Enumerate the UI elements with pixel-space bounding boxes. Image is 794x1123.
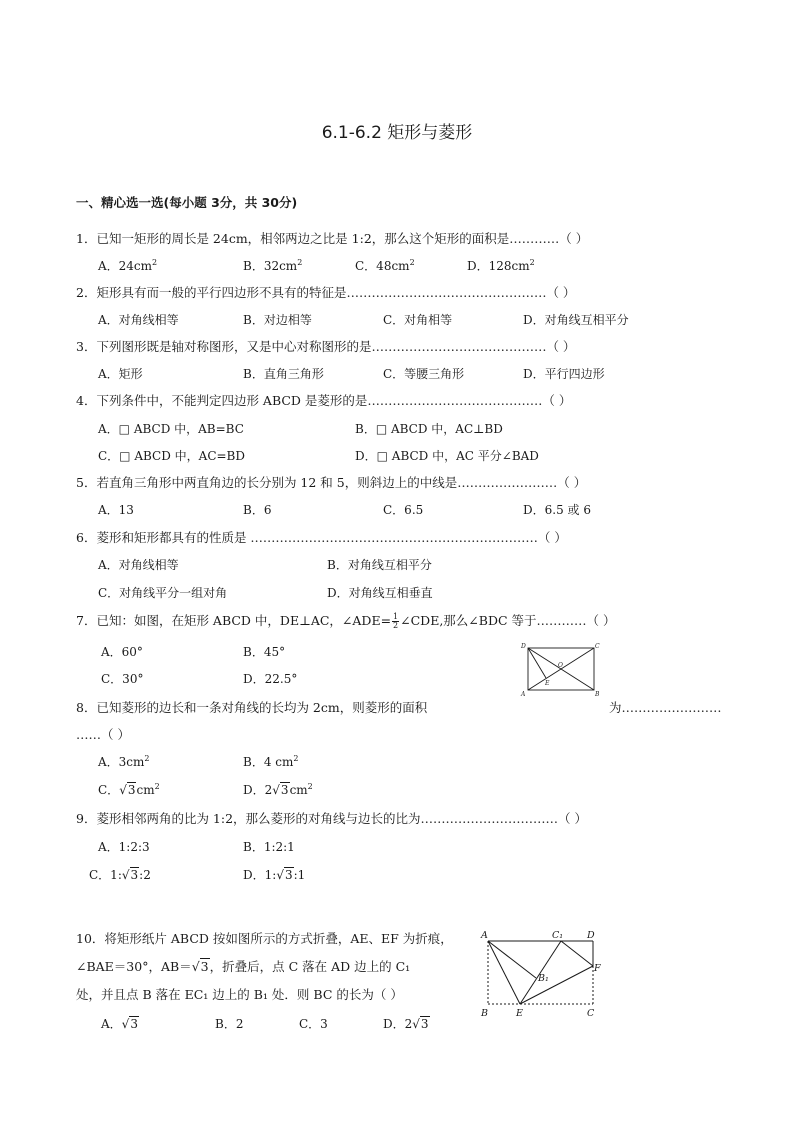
q10-option-c[interactable]: C．3 (299, 1017, 328, 1031)
radicand: 3 (130, 868, 139, 882)
sqrt-symbol: √3 (276, 868, 293, 882)
label-f: F (594, 963, 601, 974)
label-e: E (516, 1008, 523, 1018)
q9-option-c-suffix: :2 (139, 868, 151, 882)
q1-option-c[interactable] (355, 257, 415, 274)
sqrt-symbol: √3 (191, 959, 209, 974)
q6-option-d[interactable]: D．对角线互相垂直 (327, 586, 433, 600)
sqrt-symbol: √3 (121, 1017, 138, 1031)
q1-option-b[interactable] (243, 257, 302, 274)
rectangle-figure-q7 (518, 640, 604, 700)
q1-option-c-text: C．48cm (355, 259, 410, 273)
sqrt-symbol: √3 (119, 783, 136, 797)
q2-option-c[interactable]: C．对角相等 (383, 313, 453, 327)
sqrt-symbol: √3 (121, 868, 139, 882)
q8-option-d-prefix: D．2 (243, 783, 273, 797)
q10-option-d[interactable] (383, 1015, 430, 1032)
q8-option-c[interactable] (98, 781, 160, 798)
label-d: D (587, 930, 595, 941)
q10-line2-suffix: ，折叠后，点 C 落在 AD 边上的 C₁ (209, 959, 411, 974)
superscript: 2 (152, 258, 158, 267)
question-4-stem: 4．下列条件中，不能判定四边形 ABCD 是菱形的是……………………………………（ ） (76, 393, 572, 408)
radicand: 3 (130, 1017, 138, 1031)
q6-option-c[interactable]: C．对角线平分一组对角 (98, 586, 228, 600)
question-6-stem: 6．菱形和矩形都具有的性质是 ……………………………………………………………（ ） (76, 530, 567, 545)
q9-option-a[interactable]: A．1:2:3 (98, 840, 150, 854)
q8-option-c-prefix: C． (98, 783, 120, 797)
question-1-stem: 1．已知一矩形的周长是 24cm，相邻两边之比是 1:2，那么这个矩形的面积是…………（ ） (76, 231, 589, 246)
q2-option-b[interactable]: B．对边相等 (243, 313, 312, 327)
superscript: 2 (154, 782, 160, 791)
label-c: C (595, 643, 600, 650)
q5-option-c[interactable]: C．6.5 (383, 503, 424, 517)
label-b: B (481, 1008, 488, 1018)
crease-ae (488, 941, 520, 1004)
q10-option-b[interactable]: B．2 (215, 1017, 244, 1031)
q3-option-b[interactable]: B．直角三角形 (243, 367, 324, 381)
q5-option-b[interactable]: B．6 (243, 503, 272, 517)
q4-option-a[interactable]: A．□ ABCD 中，AB=BC (98, 422, 244, 436)
q9-option-c-prefix: C．1: (89, 868, 122, 882)
q10-line2-prefix: ∠BAE＝30°，AB＝ (76, 959, 192, 974)
q8-option-b-text: B．4 cm (243, 755, 294, 769)
label-c1: C₁ (552, 930, 564, 941)
label-a: A (521, 691, 526, 698)
sqrt-symbol: √3 (412, 1017, 429, 1031)
q3-option-d[interactable]: D．平行四边形 (523, 367, 605, 381)
question-8-stem-cont: 为…………………… (609, 700, 722, 715)
q8-option-c-unit: cm (136, 783, 155, 797)
q7-stem-post: ∠CDE,那么∠BDC 等于…………（ ） (400, 613, 616, 628)
fraction-denominator: 2 (393, 621, 399, 630)
question-10-line-1: 10．将矩形纸片 ABCD 按如图所示的方式折叠，AE、EF 为折痕， (76, 931, 453, 946)
question-8-stem: 8．已知菱形的边长和一条对角线的长均为 2cm，则菱形的面积 (76, 700, 428, 715)
q7-stem-pre: 7．已知：如图，在矩形 ABCD 中，DE⊥AC，∠ADE= (76, 613, 392, 628)
question-9-stem: 9．菱形相邻两角的比为 1:2，那么菱形的对角线与边长的比为……………………………（ ） (76, 811, 588, 826)
q1-option-d-text: D．128cm (467, 259, 530, 273)
q7-option-d[interactable]: D．22.5° (243, 672, 298, 686)
q8-option-b[interactable] (243, 753, 298, 770)
q7-option-c[interactable]: C．30° (101, 672, 144, 686)
q7-option-b[interactable]: B．45° (243, 645, 286, 659)
sqrt-symbol: √3 (272, 783, 289, 797)
question-8-stem-line2: ……（ ） (76, 727, 130, 742)
q9-option-d-prefix: D．1: (243, 868, 277, 882)
label-o: O (558, 662, 563, 669)
question-2-stem: 2．矩形具有而一般的平行四边形不具有的特征是…………………………………………（ ） (76, 285, 576, 300)
fraction-numerator: 1 (393, 612, 399, 621)
q5-option-d[interactable]: D．6.5 或 6 (523, 503, 591, 517)
q1-option-a-text: A．24cm (98, 259, 153, 273)
q2-option-d[interactable]: D．对角线互相平分 (523, 313, 629, 327)
crease-ef (520, 966, 593, 1004)
q9-option-b[interactable]: B．1:2:1 (243, 840, 295, 854)
q1-option-b-text: B．32cm (243, 259, 298, 273)
radicand: 3 (420, 1017, 429, 1031)
q10-option-a[interactable] (101, 1015, 139, 1032)
q9-option-c[interactable] (89, 866, 151, 883)
q8-option-a-text: A．3cm (98, 755, 145, 769)
question-10-line-2 (76, 957, 410, 975)
q8-option-a[interactable] (98, 753, 150, 770)
segment-ab1 (488, 941, 536, 978)
q10-option-a-prefix: A． (101, 1017, 122, 1031)
q1-option-a[interactable] (98, 257, 157, 274)
question-3-stem: 3．下列图形既是轴对称图形，又是中心对称图形的是……………………………………（ ） (76, 339, 576, 354)
q6-option-b[interactable]: B．对角线互相平分 (327, 558, 432, 572)
q3-option-c[interactable]: C．等腰三角形 (383, 367, 465, 381)
superscript: 2 (529, 258, 535, 267)
q9-option-d-suffix: :1 (293, 868, 306, 882)
section-heading: 一、精心选一选(每小题 3分，共 30分) (76, 195, 298, 210)
q3-option-a[interactable]: A．矩形 (98, 367, 143, 381)
q4-option-b[interactable]: B．□ ABCD 中，AC⊥BD (355, 422, 503, 436)
superscript: 2 (307, 782, 313, 791)
segment-de (528, 648, 546, 678)
q8-option-d[interactable] (243, 781, 313, 798)
question-7-stem (76, 611, 616, 630)
superscript: 2 (297, 258, 303, 267)
radicand: 3 (280, 783, 289, 797)
segment-c1f (561, 941, 593, 966)
question-5-stem: 5．若直角三角形中两直角边的长分别为 12 和 5，则斜边上的中线是……………………（ ） (76, 475, 587, 490)
q7-option-a[interactable]: A．60° (101, 645, 143, 659)
radicand: 3 (284, 868, 293, 882)
q6-option-a[interactable]: A．对角线相等 (98, 558, 179, 572)
label-b1: B₁ (538, 973, 549, 984)
label-d: D (521, 643, 526, 650)
superscript: 2 (144, 754, 150, 763)
q5-option-a[interactable]: A．13 (98, 503, 134, 517)
q2-option-a[interactable]: A．对角线相等 (98, 313, 179, 327)
radicand: 3 (200, 959, 209, 974)
q1-option-d[interactable] (467, 257, 535, 274)
question-10-line-3: 处，并且点 B 落在 EC₁ 边上的 B₁ 处．则 BC 的长为（ ） (76, 987, 403, 1002)
radicand: 3 (127, 783, 136, 797)
superscript: 2 (293, 754, 299, 763)
label-b: B (595, 691, 600, 698)
page-title: 6.1-6.2 矩形与菱形 (321, 123, 473, 143)
fraction (392, 613, 399, 630)
label-a: A (481, 930, 488, 941)
q8-option-d-unit: cm (289, 783, 308, 797)
q9-option-d[interactable] (243, 866, 305, 883)
q10-option-d-prefix: D．2 (383, 1017, 413, 1031)
q4-option-c[interactable]: C．□ ABCD 中，AC=BD (98, 449, 246, 463)
q4-option-d[interactable]: D．□ ABCD 中，AC 平分∠BAD (355, 449, 539, 463)
superscript: 2 (409, 258, 415, 267)
label-c: C (587, 1008, 595, 1018)
folding-figure-q10 (476, 926, 608, 1018)
label-e: E (545, 680, 550, 687)
